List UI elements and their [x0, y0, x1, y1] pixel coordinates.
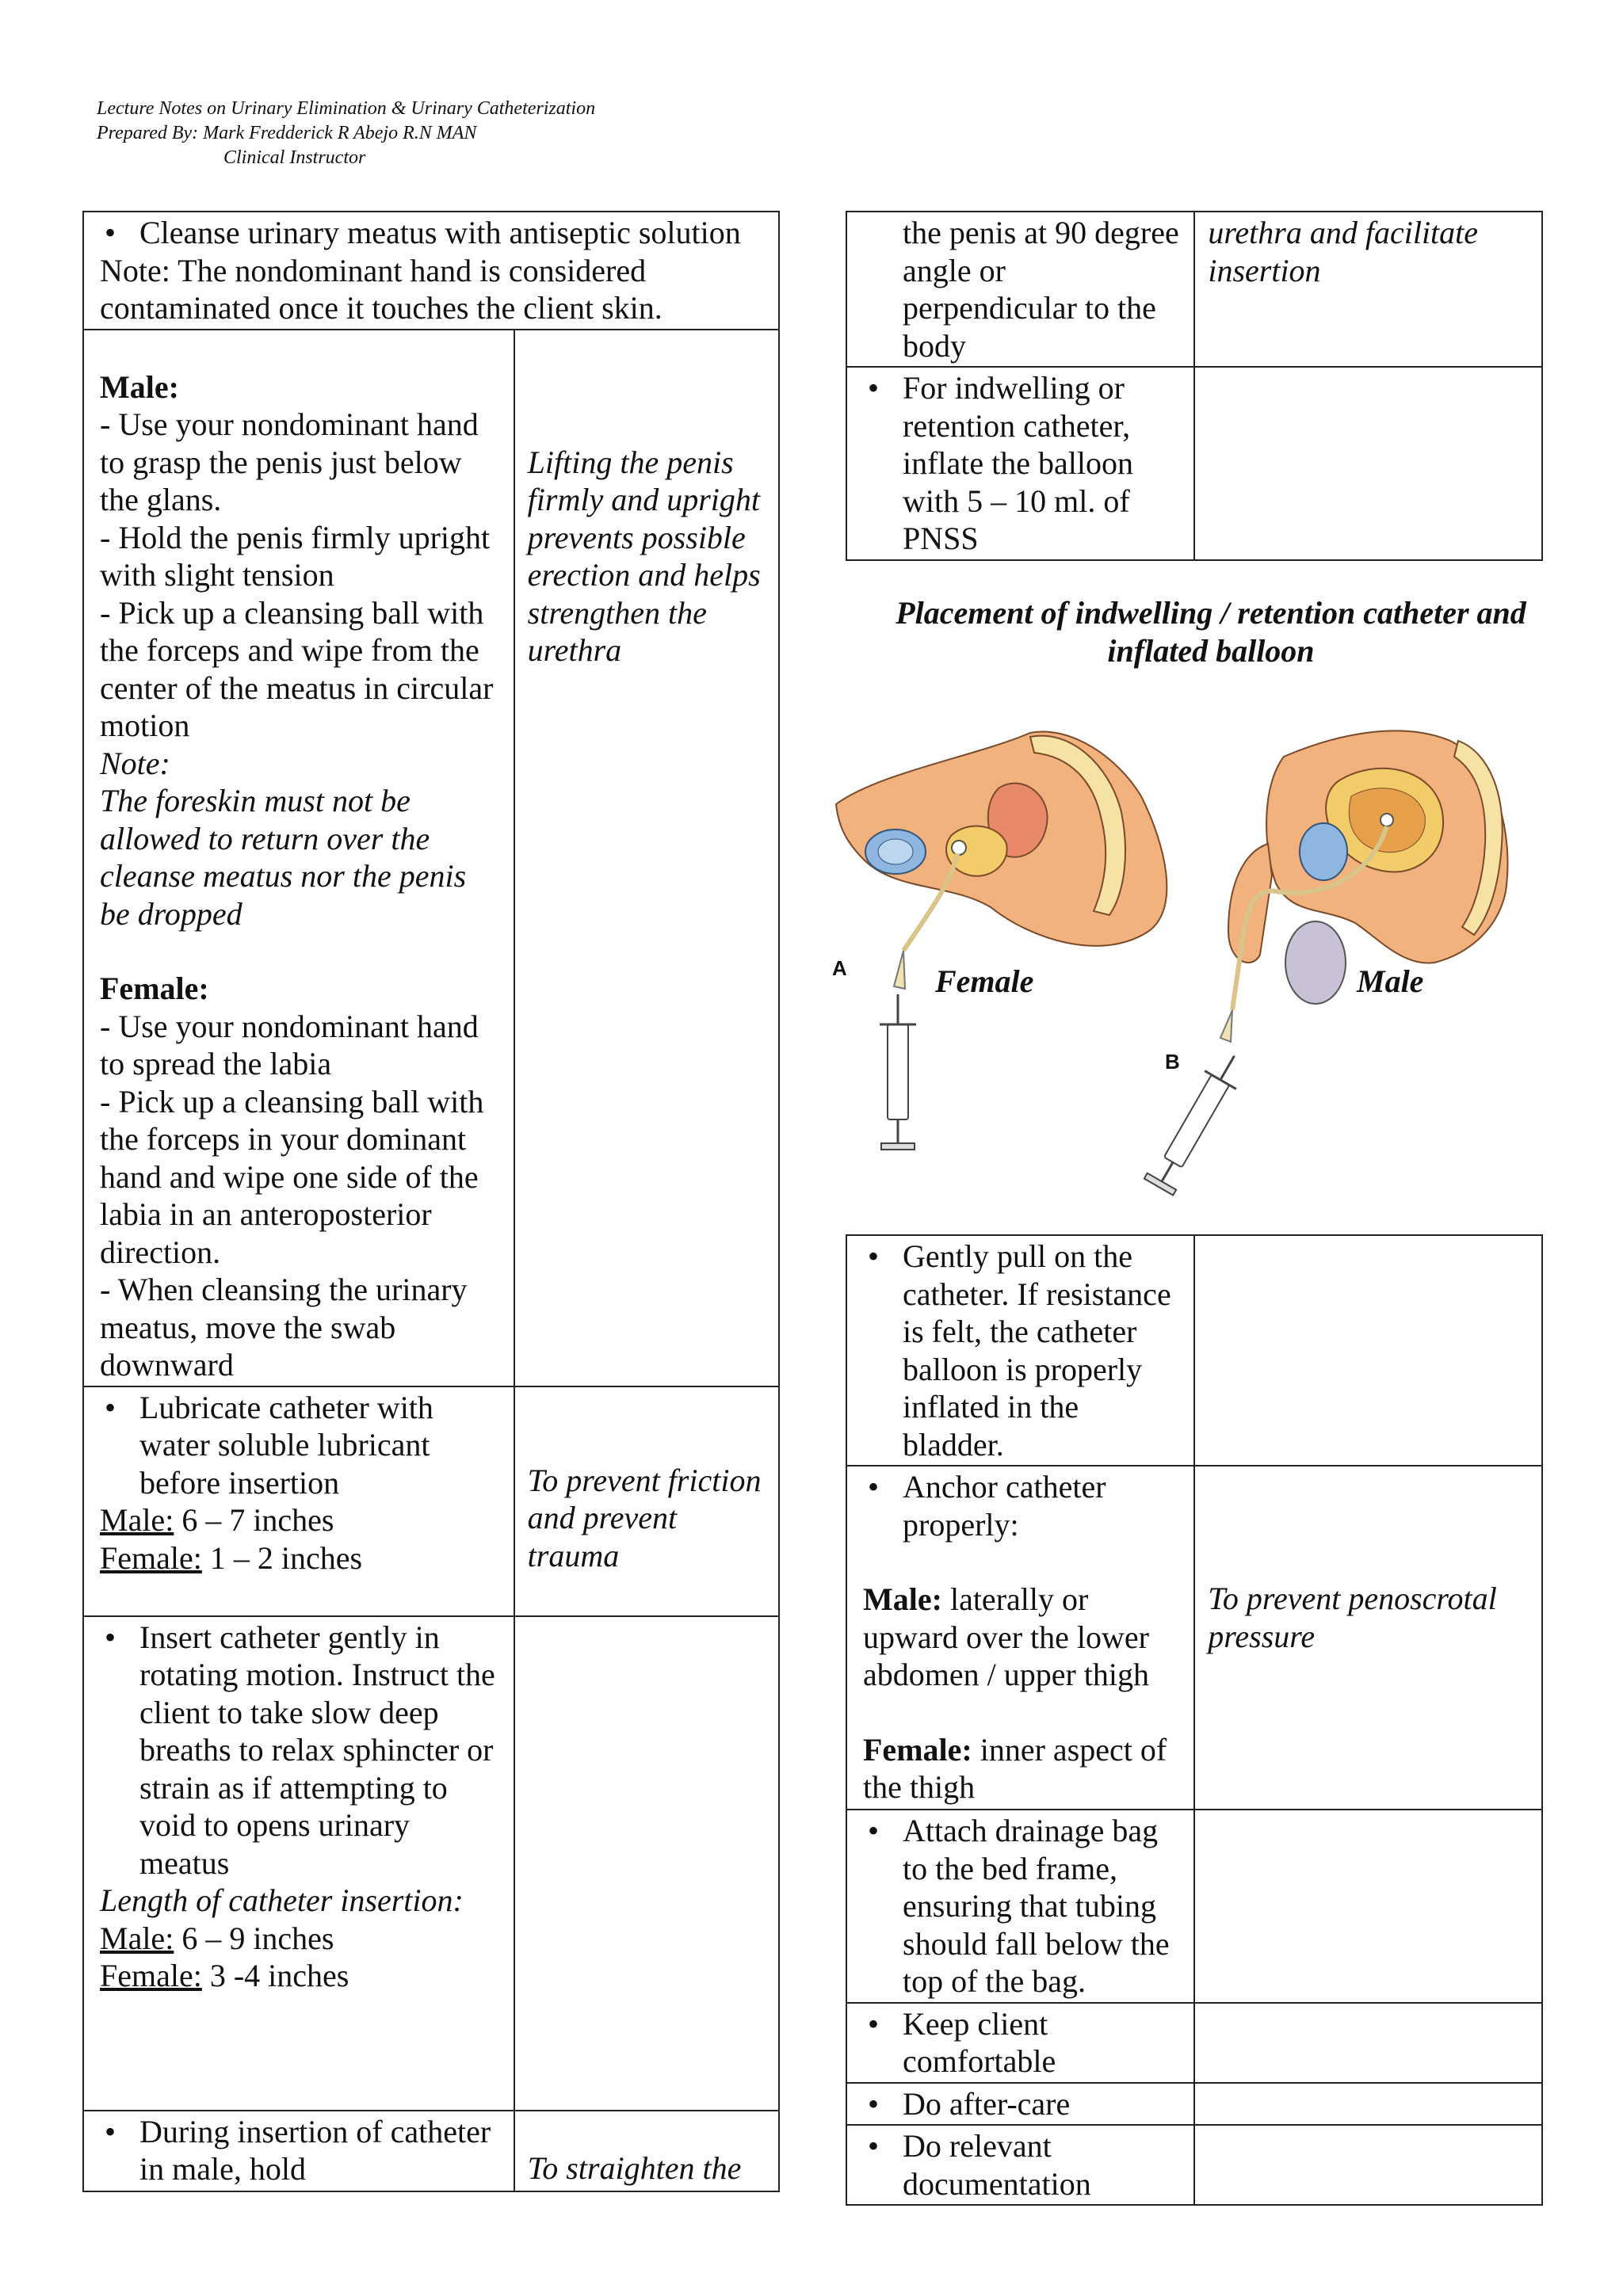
- table-row: [83, 330, 779, 1386]
- anchor-rationale-cell: [1194, 1466, 1542, 1810]
- figure-label-female: Female: [935, 963, 1034, 999]
- pull-step: • Gently pull on the catheter. If resistance is felt, the catheter balloon is properly inflated in the bladder.: [863, 1238, 1182, 1463]
- cont-step: the penis at 90 degree angle or perpendicular to the body: [903, 215, 1179, 364]
- cont-rationale-cell: [1194, 212, 1542, 367]
- lubricate-cell: [83, 1386, 514, 1616]
- insert-male-value: 6 – 9 inches: [181, 1920, 334, 1956]
- pull-cell: [846, 1235, 1194, 1466]
- header-author: Prepared By: Mark Fredderick R Abejo R.N MAN: [97, 123, 477, 143]
- cleanse-cell: [83, 212, 779, 330]
- right-bottom-table: [846, 1234, 1543, 2206]
- figure-caption: Placement of indwelling / retention catheter and inflated balloon: [896, 595, 1526, 669]
- table-row: [83, 1386, 779, 1616]
- table-row: [846, 1235, 1542, 1466]
- figure-label-b: B: [1165, 1050, 1180, 1074]
- male-step-1: - Use your nondominant hand to grasp the penis just below the glans.: [100, 406, 479, 517]
- during-cell: [83, 2111, 514, 2191]
- figure-label-a: A: [832, 956, 847, 980]
- insert-step: • Insert catheter gently in rotating motion. Instruct the client to take slow deep breaths to relax sphincter or strain as if attempting to void to opens urinary meatus: [100, 1619, 502, 1882]
- cont-cell: [846, 212, 1194, 367]
- comfortable-rationale-cell: [1194, 2003, 1542, 2083]
- anchor-female-text: inner aspect of the thigh: [863, 1731, 1167, 1805]
- male-step-3: - Pick up a cleansing ball with the forceps and wipe from the center of the meatus in circular motion: [100, 594, 494, 743]
- documentation-cell: [846, 2125, 1194, 2205]
- table-row: [83, 212, 779, 330]
- insert-female-value: 3 -4 inches: [209, 1958, 349, 1993]
- during-rationale: To straighten the: [527, 2149, 742, 2186]
- documentation-rationale-cell: [1194, 2125, 1542, 2205]
- balloon-cell: [846, 367, 1194, 560]
- aftercare-rationale-cell: [1194, 2083, 1542, 2126]
- drainage-step: • Attach drainage bag to the bed frame, ensuring that tubing should fall below the top of the bag.: [863, 1812, 1182, 2000]
- male-rationale: Lifting the penis firmly and upright prevents possible erection and helps strengthen the urethra: [527, 444, 761, 668]
- female-step-2: - Pick up a cleansing ball with the forceps in your dominant hand and wipe one side of the labia in an anteroposterior direction.: [100, 1083, 484, 1270]
- anchor-rationale: To prevent penoscrotal pressure: [1208, 1581, 1497, 1654]
- header-role: Clinical Instructor: [223, 147, 366, 168]
- table-row: [846, 2125, 1542, 2205]
- comfortable-step: • Keep client comfortable: [863, 2005, 1182, 2081]
- balloon-step: • For indwelling or retention catheter, inflate the balloon with 5 – 10 ml. of PNSS: [863, 369, 1182, 558]
- male-heading: Male:: [100, 368, 179, 405]
- catheter-placement-figure: [832, 725, 1569, 1232]
- page-header: [97, 97, 595, 170]
- table-row: [846, 367, 1542, 560]
- anchor-male-label: Male:: [863, 1581, 942, 1617]
- lubricate-male-value: 6 – 7 inches: [181, 1502, 334, 1538]
- female-anatomy: [836, 731, 1167, 1150]
- figure-label-male: Male: [1357, 963, 1424, 999]
- cleanse-note: Note: The nondominant hand is considered contaminated once it touches the client skin.: [100, 252, 663, 326]
- lubricate-female-value: 1 – 2 inches: [209, 1539, 363, 1576]
- during-step: • During insertion of catheter in male, hold: [100, 2113, 502, 2188]
- female-heading: Female:: [100, 971, 209, 1006]
- drainage-rationale-cell: [1194, 1810, 1542, 2003]
- insert-rationale-cell: [514, 1616, 779, 2111]
- balloon-rationale-cell: [1194, 367, 1542, 560]
- female-step-1: - Use your nondominant hand to spread the labia: [100, 1008, 479, 1081]
- aftercare-step: • Do after-care: [863, 2085, 1182, 2123]
- male-anatomy: [1143, 730, 1507, 1196]
- table-row: [846, 212, 1542, 367]
- anchor-cell: [846, 1466, 1194, 1810]
- male-note-text: The foreskin must not be allowed to return over the cleanse meatus nor the penis be dropped: [100, 783, 467, 932]
- male-step-2: - Hold the penis firmly upright with slight tension: [100, 519, 491, 593]
- lubricate-step: • Lubricate catheter with water soluble lubricant before insertion: [100, 1389, 502, 1502]
- comfortable-cell: [846, 2003, 1194, 2083]
- documentation-step: • Do relevant documentation: [863, 2127, 1182, 2203]
- insert-female-label: Female:: [100, 1958, 202, 1993]
- left-procedure-table: [82, 211, 780, 2192]
- insert-male-label: Male:: [100, 1920, 174, 1956]
- lubricate-rationale-cell: [514, 1386, 779, 1616]
- female-step-3: - When cleansing the urinary meatus, move the swab downward: [100, 1272, 468, 1383]
- male-note-label: Note:: [100, 745, 170, 781]
- perineal-steps-cell: [83, 330, 514, 1386]
- cleanse-step: • Cleanse urinary meatus with antiseptic solution: [100, 214, 767, 252]
- table-row: [846, 2083, 1542, 2126]
- lubricate-male-label: Male:: [100, 1502, 174, 1538]
- anchor-step: • Anchor catheter properly:: [863, 1468, 1182, 1543]
- insert-cell: [83, 1616, 514, 2111]
- table-row: [846, 2003, 1542, 2083]
- drainage-cell: [846, 1810, 1194, 2003]
- male-rationale-cell: [514, 330, 779, 1386]
- lubricate-female-label: Female:: [100, 1539, 202, 1576]
- right-top-table: [846, 211, 1543, 561]
- table-row: [83, 2111, 779, 2191]
- cont-rationale: urethra and facilitate insertion: [1208, 215, 1479, 288]
- aftercare-cell: [846, 2083, 1194, 2126]
- during-rationale-cell: [514, 2111, 779, 2191]
- table-row: [846, 1810, 1542, 2003]
- pull-rationale-cell: [1194, 1235, 1542, 1466]
- table-row: [846, 1466, 1542, 1810]
- anchor-male-text: laterally or upward over the lower abdomen / upper thigh: [863, 1581, 1150, 1692]
- table-row: [83, 1616, 779, 2111]
- header-title: Lecture Notes on Urinary Elimination & Urinary Catheterization: [97, 98, 596, 119]
- insert-length-label: Length of catheter insertion:: [100, 1882, 464, 1918]
- lubricate-rationale: To prevent friction and prevent trauma: [527, 1462, 762, 1573]
- anchor-female-label: Female:: [863, 1731, 972, 1768]
